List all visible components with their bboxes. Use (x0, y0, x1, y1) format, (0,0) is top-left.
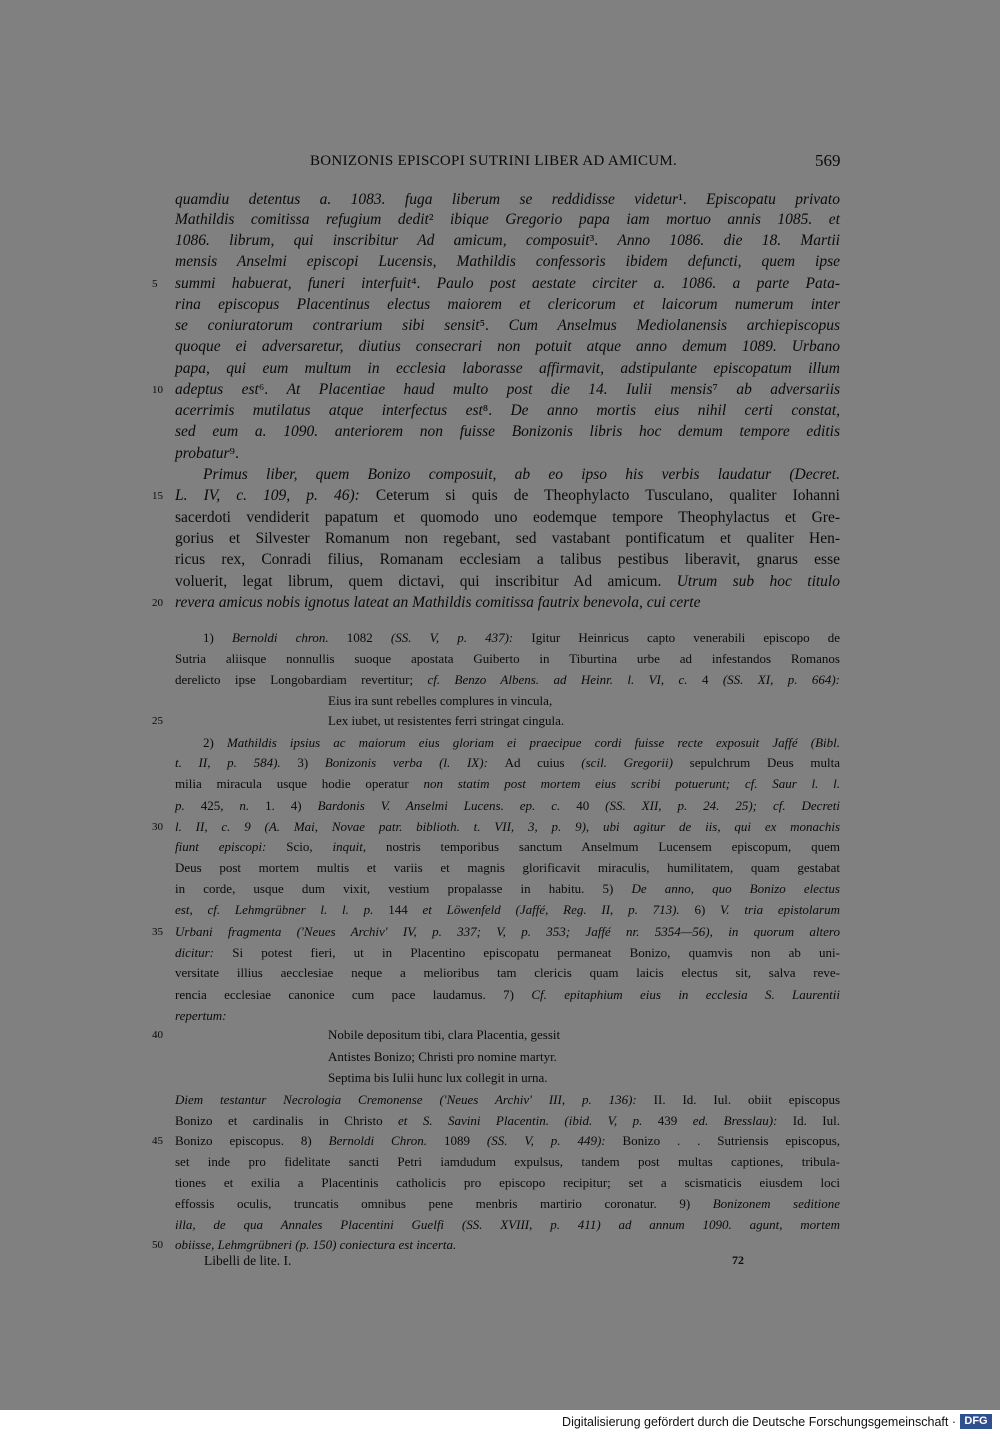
text-segment: revera amicus nobis ignotus lateat an Mathildis comitissa fautrix benevola, cui certe (175, 594, 701, 611)
text-segment: set inde pro fidelitate sancti Petri iamdudum expulsus, tandem post multas captiones, tribula- (175, 1154, 840, 1169)
text-segment: Bernoldi chron. (231, 630, 347, 645)
text-segment: 2) (203, 735, 227, 750)
text-line (175, 359, 840, 379)
text-line (175, 1131, 840, 1151)
text-segment: L. IV, c. 109, p. 46): (175, 487, 376, 504)
text-segment: At Placentiae haud multo post die 14. Iulii mensis (286, 381, 713, 398)
text-segment: Ad cuius (504, 755, 582, 770)
text-line (175, 252, 840, 272)
text-line (175, 963, 840, 983)
text-segment: ibique Gregorio papa iam mortuo annis 1085. et (449, 211, 840, 228)
text-line (175, 316, 840, 336)
text-segment: Si potest fieri, ut in Placentino episcopatu permaneat Bonizo, quamvis non ab uni- (232, 945, 841, 960)
text-segment: p. (175, 798, 201, 813)
text-segment: sacerdoti vendiderit papatum et quomodo uno eodemque tempore Theophylactus et Gre- (175, 509, 840, 526)
text-line (175, 337, 840, 357)
text-line (175, 796, 840, 816)
text-segment: 3) (280, 755, 325, 770)
text-line (175, 733, 840, 753)
text-segment: Utrum sub hoc titulo (676, 573, 840, 590)
text-segment: Urbani fragmenta ('Neues Archiv' IV, p. 337; V, p. 353; Jaffé nr. 5354—56), in quorum altero (175, 924, 840, 939)
text-segment: Bernoldi Chron. (328, 1133, 444, 1148)
line-number: 20 (152, 597, 163, 609)
text-segment: dicitur: (175, 945, 233, 960)
text-line (175, 858, 840, 878)
text-line (175, 444, 840, 464)
text-segment: Episcopatu privato (706, 191, 840, 208)
text-segment: V. tria epistolarum (720, 902, 840, 917)
text-segment: 9) (656, 1196, 713, 1211)
text-segment: Ceterum si quis de Theophylacto Tusculano, qualiter Iohanni (375, 487, 840, 504)
text-segment: 4 (701, 672, 723, 687)
text-segment: Nobile depositum tibi, clara Placentia, gessit (328, 1027, 561, 1042)
dfg-logo: DFG (960, 1414, 992, 1429)
text-segment: II. Id. Iul. obiit episcopus (653, 1092, 840, 1107)
text-line (175, 274, 840, 294)
text-segment: Diem testantur Necrologia Cremonense ('Neues Archiv' III, p. 136): (175, 1092, 654, 1107)
line-number: 35 (152, 926, 163, 938)
text-segment: Mathildis ipsius ac maiorum eius gloriam ei praecipue cordi fuisse recte exposuit Jaffé (Bibl. (226, 735, 840, 750)
text-segment: derelicto ipse Longobardiam revertitur; (175, 672, 428, 687)
line-number: 40 (152, 1029, 163, 1041)
text-segment: t. II, p. 584). (175, 755, 281, 770)
line-number: 5 (152, 278, 158, 290)
line-number: 10 (152, 384, 163, 396)
text-segment: 5) (584, 881, 632, 896)
text-line (175, 1006, 840, 1026)
credit-bar (0, 1410, 1000, 1434)
text-segment: n. (239, 798, 266, 813)
text-segment: Id. Iul. (792, 1113, 840, 1128)
text-segment: Bonizo et cardinalis in Christo (175, 1113, 399, 1128)
text-segment: Eius ira sunt rebelles complures in vincula, (328, 693, 553, 708)
text-line (175, 231, 840, 251)
line-number: 25 (152, 715, 163, 727)
text-segment: tiones et exilia a Placentinis catholicis pro episcopo recipitur; set a scismaticis eiusdem loci (175, 1175, 840, 1190)
line-number: 30 (152, 821, 163, 833)
text-segment: ³. (589, 232, 618, 249)
signature-mark: 72 (732, 1253, 744, 1267)
text-line (175, 1215, 840, 1235)
text-segment: in corde, usque dum vixit, vestium propalasse in habitu. (175, 881, 585, 896)
text-segment: rina episcopus Placentinus electus maiorem et clericorum et laicorum numerum inter (175, 296, 840, 313)
text-segment: ⁹. (229, 445, 239, 462)
text-segment: Bardonis V. Anselmi Lucens. ep. c. (317, 798, 577, 813)
text-line (175, 753, 840, 773)
page-number: 569 (815, 151, 841, 170)
text-segment: Igitur Heinricus capto venerabili episcopo de (531, 630, 840, 645)
text-segment: summi habuerat, funeri interfuit (175, 275, 412, 292)
running-header (0, 153, 1000, 177)
text-segment: Antistes Bonizo; Christi pro nomine martyr. (328, 1049, 557, 1064)
text-line (175, 837, 840, 857)
text-segment: Bonizo . . Sutriensis episcopus, (622, 1133, 841, 1148)
text-segment: 1. 4) (265, 798, 318, 813)
text-segment: inquit, (332, 839, 386, 854)
text-segment: probatur (175, 445, 230, 462)
text-segment: 7) (485, 987, 532, 1002)
text-segment: Paulo post aestate circiter a. 1086. a parte Pata- (436, 275, 840, 292)
text-line (175, 1152, 840, 1172)
text-segment: sepulchrum Deus multa (689, 755, 840, 770)
text-segment: Primus liber, quem Bonizo composuit, ab eo ipso his verbis laudatur (Decret. (203, 466, 840, 483)
text-line (175, 943, 840, 963)
text-segment: Bonizo episcopus. 8) (175, 1133, 329, 1148)
text-line (175, 670, 840, 690)
text-segment: (SS. V, p. 437): (390, 630, 532, 645)
line-number: 15 (152, 490, 163, 502)
text-line (328, 711, 748, 731)
text-segment: et S. Savini Placentin. (ibid. V, p. (398, 1113, 658, 1128)
text-segment: ⁸. (482, 402, 511, 419)
text-line (175, 1090, 840, 1110)
text-line (328, 1068, 748, 1088)
footer-title: Libelli de lite. I. (204, 1253, 292, 1268)
text-line (175, 529, 840, 549)
text-segment: Lex iubet, ut resistentes ferri stringat cingula. (328, 713, 565, 728)
line-number: 50 (152, 1239, 163, 1251)
text-segment: 1086. librum, qui inscribitur Ad amicum, composuit (175, 232, 590, 249)
text-line (175, 190, 840, 210)
text-line (175, 401, 840, 421)
text-segment: 1) (203, 630, 232, 645)
text-segment: Mathildis comitissa refugium dedit (175, 211, 429, 228)
text-segment: non statim post mortem eius scribi potuerunt; cf. Saur l. l. (423, 776, 840, 791)
text-line (175, 1235, 840, 1255)
text-segment: l. II, c. 9 (A. Mai, Novae patr. biblioth. t. VII, 3, p. 9), ubi agitur de iis, qui ex monachis (175, 819, 840, 834)
text-segment: Cum Anselmus Mediolanensis archiepiscopus (508, 317, 840, 334)
text-segment: 425, (200, 798, 240, 813)
text-segment: Scio, (286, 839, 333, 854)
text-segment: nostris temporibus sanctum Anselmum Lucensem episcopum, quem (385, 839, 840, 854)
text-segment: acerrimis mutilatus atque interfectus est (175, 402, 483, 419)
text-line (175, 649, 840, 669)
text-segment: Bonizonis verba (l. IX): (324, 755, 505, 770)
text-segment: (SS. XI, p. 664): (722, 672, 840, 687)
text-line (175, 774, 840, 794)
text-segment: (scil. Gregorii) (581, 755, 690, 770)
text-segment: quoque ei adversaretur, diutius consecrari non potuit atque anno demum 1089. Urbano (175, 338, 840, 355)
text-line (175, 422, 840, 442)
text-line (175, 572, 840, 592)
text-line (175, 486, 840, 506)
line-number: 45 (152, 1135, 163, 1147)
text-line (175, 817, 840, 837)
text-segment: ab adversariis (736, 381, 841, 398)
text-segment: sed eum a. 1090. anteriorem non fuisse Bonizonis libris hoc demum tempore editis (175, 423, 840, 440)
text-segment: De anno, quo Bonizo electus (631, 881, 840, 896)
text-line (175, 628, 840, 648)
text-line (328, 1047, 748, 1067)
text-line (175, 1111, 840, 1131)
text-segment: illa, de qua Annales Placentini Guelfi (SS. XVIII, p. 411) ad annum 1090. agunt, mortem (175, 1217, 840, 1232)
text-segment: ed. Bresslau): (692, 1113, 793, 1128)
text-line (175, 465, 840, 485)
text-segment: 144 (388, 902, 423, 917)
text-line (175, 593, 840, 613)
text-line (175, 508, 840, 528)
text-segment: mensis Anselmi episcopi Lucensis, Mathildis confessoris ibidem defuncti, quem ipse (175, 253, 840, 270)
text-segment: 439 (657, 1113, 693, 1128)
text-line (175, 210, 840, 230)
text-segment: cf. Benzo Albens. ad Heinr. l. VI, c. (427, 672, 702, 687)
text-segment: Septima bis Iulii hunc lux collegit in urna. (328, 1070, 548, 1085)
text-segment: versitate illius aecclesiae neque a melioribus tam clericis quam laicis electus sit, salva reve- (175, 965, 840, 980)
text-line (175, 295, 840, 315)
text-segment: papa, qui eum multum in ecclesia laborasse affirmavit, adstipulante episcopatum illum (175, 360, 840, 377)
text-segment: adeptus est (175, 381, 259, 398)
text-segment: Cf. epitaphium eius in ecclesia S. Laurentii (531, 987, 840, 1002)
text-segment: effossis oculis, truncatis omnibus pene menbris martirio coronatur. (175, 1196, 657, 1211)
text-segment: 1082 (346, 630, 391, 645)
text-segment: voluerit, legat librum, quem dictavi, qui inscribitur Ad amicum. (175, 573, 677, 590)
text-line (175, 922, 840, 942)
text-line (175, 1173, 840, 1193)
text-segment: obiisse, Lehmgrübneri (p. 150) coniectura est incerta. (175, 1237, 457, 1252)
text-segment: 1089 (443, 1133, 487, 1148)
text-segment: (SS. XII, p. 24. 25); cf. Decreti (605, 798, 841, 813)
text-segment: (SS. V, p. 449): (486, 1133, 623, 1148)
text-segment: ⁷ (712, 381, 737, 398)
text-segment: se coniuratorum contrarium sibi sensit (175, 317, 480, 334)
text-segment: et Löwenfeld (Jaffé, Reg. II, p. 713). (422, 902, 680, 917)
text-segment: gorius et Silvester Romanum non regebant, sed vastabant pontificatum et qualiter Hen- (175, 530, 840, 547)
text-line (175, 380, 840, 400)
text-segment: rencia ecclesiae canonice cum pace laudamus. (175, 987, 486, 1002)
running-title: BONIZONIS EPISCOPI SUTRINI LIBER AD AMICUM. (310, 153, 678, 169)
text-segment: De anno mortis eius nihil certi constat, (510, 402, 841, 419)
text-segment: Bonizonem seditione (712, 1196, 840, 1211)
text-segment: repertum: (175, 1008, 227, 1023)
credit-text: Digitalisierung gefördert durch die Deutsche Forschungsgemeinschaft · (562, 1415, 956, 1429)
text-segment: ⁴. (411, 275, 437, 292)
text-segment: 6) (679, 902, 721, 917)
text-segment: quamdiu detentus a. 1083. fuga liberum se reddidisse videtur (175, 191, 679, 208)
text-segment: ⁵. (479, 317, 509, 334)
text-segment: ricus rex, Conradi filius, Romanam ecclesiam a talibus pestibus liberavit, gnarus esse (175, 551, 840, 568)
text-segment: ⁶. (258, 381, 287, 398)
text-segment: Deus post mortem multis et variis et magnis glorificavit miraculis, humilitatem, quam gestabat (175, 860, 840, 875)
text-segment: Anno 1086. die 18. Martii (617, 232, 840, 249)
text-line (175, 1194, 840, 1214)
text-segment: ¹. (678, 191, 707, 208)
text-segment: milia miracula usque hodie operatur (175, 776, 424, 791)
text-segment: Sutria aliisque nonnullis suoque apostata Guiberto in Tiburtina urbe ad infestandos Romanos (175, 651, 840, 666)
text-segment: 40 (576, 798, 606, 813)
text-line (175, 879, 840, 899)
text-line (175, 550, 840, 570)
text-segment: ² (428, 211, 450, 228)
text-segment: fiunt episcopi: (175, 839, 287, 854)
text-line (175, 985, 840, 1005)
text-line (175, 900, 840, 920)
text-line (328, 1025, 748, 1045)
text-line (328, 691, 748, 711)
text-segment: est, cf. Lehmgrübner l. l. p. (175, 902, 389, 917)
